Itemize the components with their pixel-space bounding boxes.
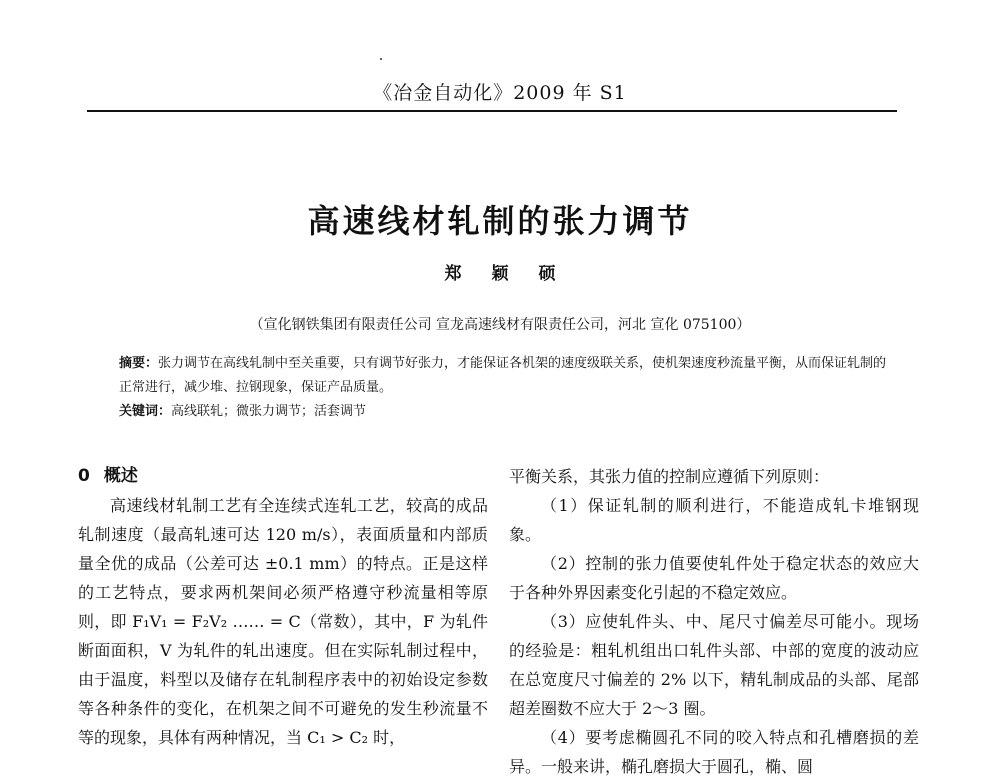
abstract-block bbox=[119, 352, 889, 424]
principle-item: （1）保证轧制的顺利进行，不能造成轧卡堆钢现象。 bbox=[509, 496, 919, 544]
principle-item: （2）控制的张力值要使轧件处于稳定状态的效应大于各种外界因素变化引起的不稳定效应。 bbox=[509, 554, 919, 602]
principle-item: （3）应使轧件头、中、尾尺寸偏差尽可能小。现场的经验是：粗轧机组出口轧件头部、中部的宽度的波动应在总宽度尺寸偏差的 2% 以下，精轧制成品的头部、尾部超差圈数不应大于 2～3 圈。 bbox=[509, 612, 919, 718]
section-title: 概述 bbox=[103, 466, 138, 486]
author-name: 郑颖硕 bbox=[444, 264, 586, 284]
keywords-text: 高线联轧；微张力调节；活套调节 bbox=[171, 404, 367, 419]
section-heading bbox=[78, 462, 488, 491]
abstract-label: 摘要： bbox=[119, 356, 159, 371]
principle-item: （4）要考虑椭圆孔不同的咬入特点和孔槽磨损的差异。一般来讲，椭孔磨损大于圆孔，椭、圆 bbox=[509, 728, 919, 776]
intro-paragraph: 高速线材轧制工艺有全连续式连轧工艺，较高的成品轧制速度（最高轧速可达 120 m/s），表面质量和内部质量全优的成品（公差可达 ±0.1 mm）的特点。正是这样的工艺特点，要求两机架间必须严格遵守秒流量相等原则，即 F₁V₁ = F₂V₂ …… = C（常数），其中，F 为轧件断面面积，V 为轧件的轧出速度。但在实际轧制过程中，由于温度，料型以及储存在轧制程序表中的初始设定参数等各种条件的变化，在机架之间不可避免的发生秒流量不等的现象，具体有两种情况，当 C₁ > C₂ 时， bbox=[78, 496, 488, 747]
abstract-paragraph bbox=[119, 352, 889, 400]
header-rule bbox=[87, 110, 897, 112]
principles-intro: 平衡关系，其张力值的控制应遵循下列原则： bbox=[509, 467, 830, 486]
keywords-line bbox=[119, 400, 889, 424]
author-affiliation: （宣化钢铁集团有限责任公司 宣龙高速线材有限责任公司，河北 宣化 075100） bbox=[249, 317, 751, 333]
right-column bbox=[509, 462, 919, 781]
article-title: 高速线材轧制的张力调节 bbox=[307, 202, 693, 240]
keywords-label: 关键词： bbox=[119, 404, 172, 419]
print-speck bbox=[380, 58, 382, 60]
left-column bbox=[78, 462, 488, 752]
journal-header: 《冶金自动化》2009 年 S1 bbox=[373, 82, 627, 104]
abstract-text: 张力调节在高线轧制中至关重要，只有调节好张力，才能保证各机架的速度级联关系，使机架速度秒流量平衡，从而保证轧制的正常进行，减少堆、拉钢现象，保证产品质量。 bbox=[119, 356, 887, 395]
section-number: 0 bbox=[78, 466, 90, 486]
